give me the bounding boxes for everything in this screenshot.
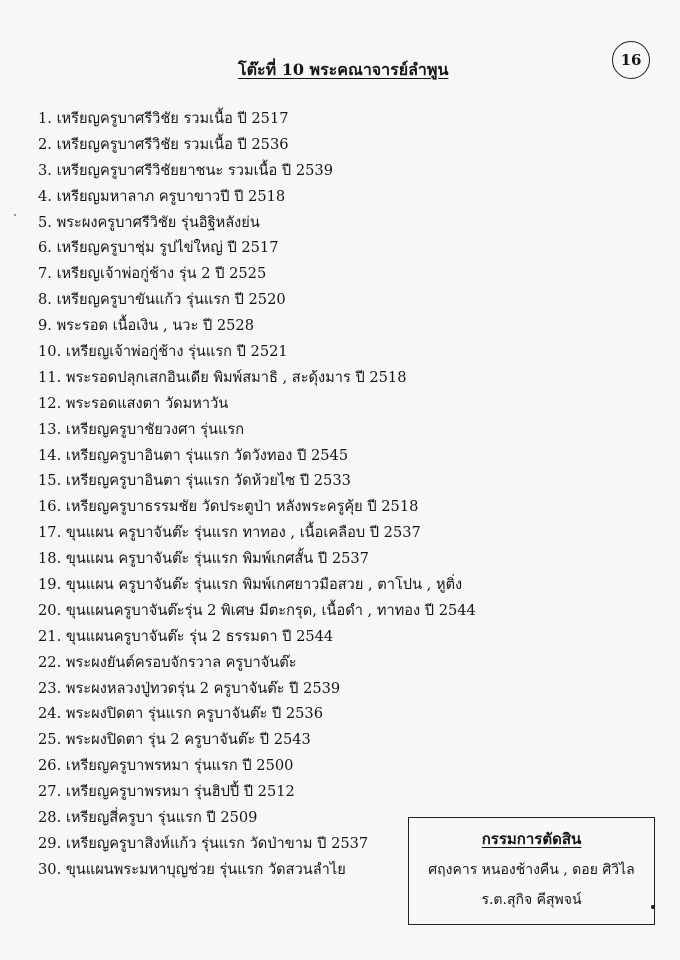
list-item: 8. เหรียญครูบาขันแก้ว รุ่นแรก ปี 2520: [38, 291, 286, 309]
page-title: โต๊ะที่ 10 พระคณาจารย์ลำพูน: [238, 60, 449, 79]
dot-mark: [651, 905, 655, 909]
list-item: 27. เหรียญครูบาพรหมา รุ่นฮิปปี้ ปี 2512: [38, 783, 295, 801]
list-item: 11. พระรอดปลุกเสกอินเดีย พิมพ์สมาธิ , สะดุ้งมาร ปี 2518: [38, 368, 407, 386]
judges-box: [408, 817, 655, 925]
list-item: 14. เหรียญครูบาอินตา รุ่นแรก วัดวังทอง ปี 2545: [38, 446, 349, 464]
list-item: 19. ขุนแผน ครูบาจันต๊ะ รุ่นแรก พิมพ์เกศยาวมือสวย , ตาโปน , หูติ่ง: [38, 576, 463, 594]
judges-line-1: ศฤงคาร หนองช้างคืน , ดอย ศิวิไล: [428, 862, 635, 878]
list-item: 2. เหรียญครูบาศรีวิชัย รวมเนื้อ ปี 2536: [38, 135, 289, 153]
list-item: 23. พระผงหลวงปู่ทวดรุ่น 2 ครูบาจันต๊ะ ปี 2539: [38, 679, 341, 697]
list-item: 29. เหรียญครูบาสิงห์แก้ว รุ่นแรก วัดป่าขาม ปี 2537: [38, 834, 369, 852]
list-item: 25. พระผงปิดตา รุ่น 2 ครูบาจันต๊ะ ปี 2543: [38, 731, 311, 749]
list-item: 3. เหรียญครูบาศรีวิชัยยาชนะ รวมเนื้อ ปี 2539: [38, 161, 333, 179]
scan-speck: [14, 214, 16, 216]
list-item: 13. เหรียญครูบาชัยวงศา รุ่นแรก: [38, 420, 245, 438]
list-item: 17. ขุนแผน ครูบาจันต๊ะ รุ่นแรก ทาทอง , เนื้อเคลือบ ปี 2537: [38, 524, 421, 542]
judges-heading: กรรมการตัดสิน: [481, 830, 582, 848]
list-item: 1. เหรียญครูบาศรีวิชัย รวมเนื้อ ปี 2517: [38, 110, 289, 127]
judges-line-2: ร.ต.สุกิจ คีสุพจน์: [481, 892, 582, 908]
page-number: 16: [620, 51, 642, 69]
list-item: 12. พระรอดแสงตา วัดมหาวัน: [38, 394, 229, 412]
item-list: [38, 106, 476, 883]
list-item: 18. ขุนแผน ครูบาจันต๊ะ รุ่นแรก พิมพ์เกศสั้น ปี 2537: [38, 550, 369, 568]
list-item: 28. เหรียญสี่ครูบา รุ่นแรก ปี 2509: [38, 809, 258, 827]
list-item: 21. ขุนแผนครูบาจันต๊ะ รุ่น 2 ธรรมดา ปี 2544: [38, 627, 334, 645]
list-item: 24. พระผงปิดตา รุ่นแรก ครูบาจันต๊ะ ปี 2536: [38, 705, 323, 723]
page-number-badge: [612, 41, 650, 79]
list-item: 10. เหรียญเจ้าพ่อกู่ช้าง รุ่นแรก ปี 2521: [38, 343, 288, 361]
list-item: 7. เหรียญเจ้าพ่อกู่ช้าง รุ่น 2 ปี 2525: [38, 265, 267, 283]
list-item: 6. เหรียญครูบาชุ่ม รูปไข่ใหญ่ ปี 2517: [38, 239, 279, 257]
list-item: 9. พระรอด เนื้อเงิน , นวะ ปี 2528: [38, 317, 255, 335]
list-item: 16. เหรียญครูบาธรรมชัย วัดประตูป่า หลังพระครูคุ้ย ปี 2518: [38, 498, 419, 516]
list-item: 20. ขุนแผนครูบาจันต๊ะรุ่น 2 พิเศษ มีตะกรุด, เนื้อดำ , ทาทอง ปี 2544: [38, 601, 476, 619]
list-item: 4. เหรียญมหาลาภ ครูบาขาวปี ปี 2518: [38, 187, 286, 205]
list-item: 30. ขุนแผนพระมหาบุญช่วย รุ่นแรก วัดสวนลำไย: [38, 860, 346, 878]
list-item: 22. พระผงยันต์ครอบจักรวาล ครูบาจันต๊ะ: [38, 653, 297, 671]
list-item: 15. เหรียญครูบาอินตา รุ่นแรก วัดห้วยไซ ปี 2533: [38, 472, 351, 490]
list-item: 26. เหรียญครูบาพรหมา รุ่นแรก ปี 2500: [38, 757, 294, 775]
list-item: 5. พระผงครูบาศรีวิชัย รุ่นอิฐิหลังย่น: [38, 213, 260, 231]
